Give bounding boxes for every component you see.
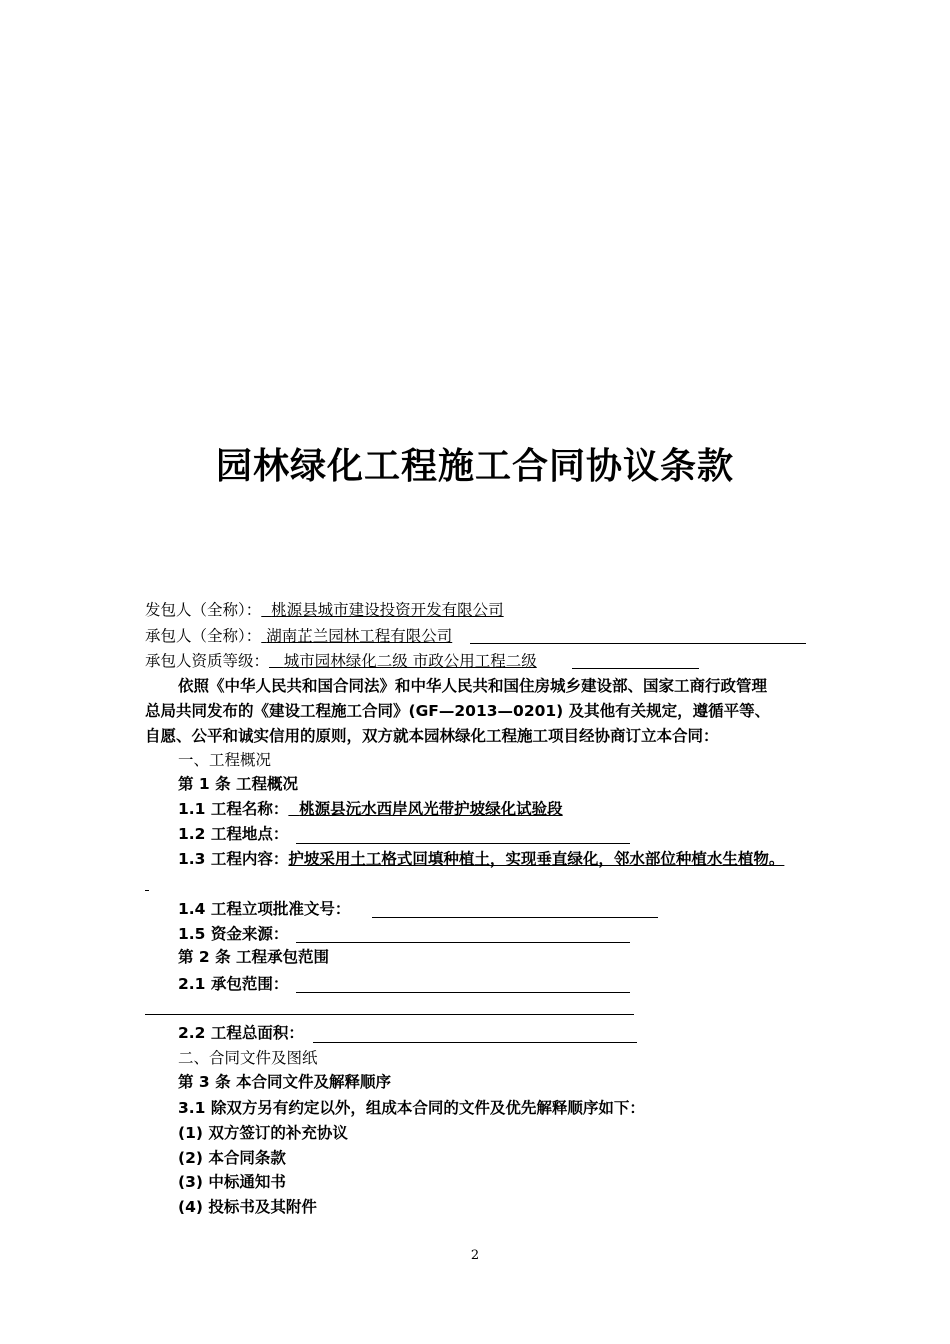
document-title: 园林绿化工程施工合同协议条款 <box>215 446 734 487</box>
stray-dash-mark <box>145 890 149 891</box>
item-1-5-label: 1.5 资金来源： <box>178 925 289 943</box>
item-2-1-label: 2.1 承包范围： <box>178 975 289 993</box>
contractor-label: 承包人（全称）： <box>145 627 262 645</box>
list-item: (2) 本合同条款 <box>178 1149 286 1167</box>
section-heading-2: 二、合同文件及图纸 <box>178 1049 318 1067</box>
item-1-3-value: 护坡采用土工格式回填种植土，实现垂直绿化，邻水部位种植水生植物。 <box>288 850 785 868</box>
item-2-1-blank <box>296 992 630 993</box>
page-number: 2 <box>470 1248 480 1263</box>
item-1-4 <box>178 899 350 919</box>
item-1-5 <box>178 924 288 944</box>
employer-label: 发包人（全称）： <box>145 601 262 619</box>
item-2-1-blank-continued <box>145 1014 634 1015</box>
item-1-1-label: 1.1 工程名称： <box>178 800 289 818</box>
contractor-line <box>145 626 452 646</box>
item-1-3-label: 1.3 工程内容： <box>178 850 289 868</box>
qualification-value: 城市园林绿化二级 市政公用工程二级 <box>283 652 537 670</box>
article-3-heading: 第 3 条 本合同文件及解释顺序 <box>178 1073 391 1091</box>
item-1-1 <box>178 799 563 819</box>
item-2-2-label: 2.2 工程总面积： <box>178 1024 304 1042</box>
contractor-underline-extension <box>470 643 806 644</box>
preamble-line-2: 总局共同发布的《建设工程施工合同》(GF—2013—0201) 及其他有关规定，遵循平等、 <box>145 702 771 720</box>
item-1-5-blank <box>296 942 630 943</box>
item-1-4-blank <box>372 917 658 918</box>
list-item: (4) 投标书及其附件 <box>178 1198 317 1216</box>
qualification-underline-extension <box>572 668 699 669</box>
item-2-2 <box>178 1023 304 1043</box>
item-1-1-value: 桃源县沅水西岸风光带护坡绿化试验段 <box>299 800 563 818</box>
section-heading-1: 一、工程概况 <box>178 751 272 769</box>
item-1-4-label: 1.4 工程立项批准文号： <box>178 900 351 918</box>
item-1-3 <box>178 849 784 869</box>
employer-line <box>145 600 504 620</box>
employer-value: 桃源县城市建设投资开发有限公司 <box>271 601 504 619</box>
item-1-2 <box>178 824 288 844</box>
list-item: (3) 中标通知书 <box>178 1173 286 1191</box>
item-1-2-blank <box>296 843 630 844</box>
item-2-1 <box>178 974 288 994</box>
qualification-label: 承包人资质等级： <box>145 652 270 670</box>
item-1-2-label: 1.2 工程地点： <box>178 825 289 843</box>
item-2-2-blank <box>313 1042 637 1043</box>
article-1-heading: 第 1 条 工程概况 <box>178 775 298 793</box>
contractor-value: 湖南芷兰园林工程有限公司 <box>266 627 453 645</box>
preamble-line-3: 自愿、公平和诚实信用的原则，双方就本园林绿化工程施工项目经协商订立本合同： <box>145 727 719 745</box>
qualification-line <box>145 651 537 671</box>
article-2-heading: 第 2 条 工程承包范围 <box>178 948 329 966</box>
item-3-1: 3.1 除双方另有约定以外，组成本合同的文件及优先解释顺序如下： <box>178 1099 645 1117</box>
list-item: (1) 双方签订的补充协议 <box>178 1124 348 1142</box>
preamble-line-1: 依照《中华人民共和国合同法》和中华人民共和国住房城乡建设部、国家工商行政管理 <box>178 677 768 695</box>
